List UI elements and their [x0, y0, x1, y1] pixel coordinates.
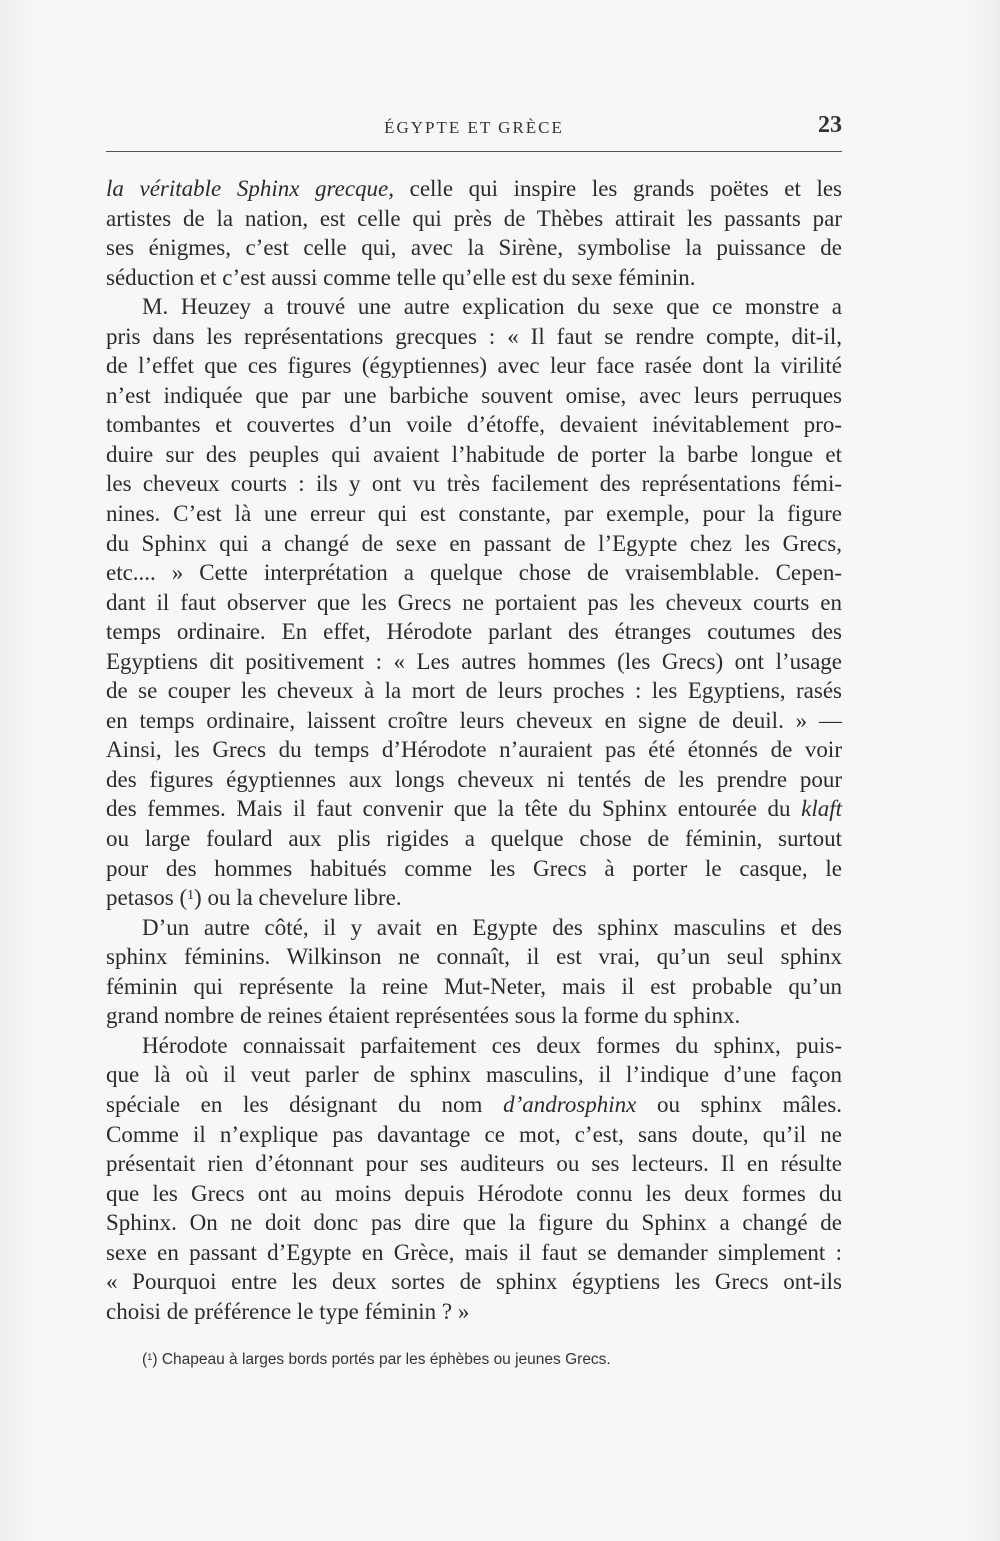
page-number: 23 — [818, 112, 842, 138]
text-run: dant il faut observer que les Grecs ne portaient pas les cheveux courts en — [106, 589, 842, 615]
text-line — [106, 1120, 842, 1150]
text-run: tombantes et couvertes d’un voile d’étoffe, devaient inévitablement pro- — [106, 412, 842, 438]
text-line — [106, 972, 842, 1002]
text-run: Ainsi, les Grecs du temps d’Hérodote n’auraient pas été étonnés de voir — [106, 737, 842, 763]
text-line — [106, 558, 842, 588]
text-line — [106, 942, 842, 972]
text-run: choisi de préférence le type féminin ? » — [106, 1298, 470, 1324]
text-line — [106, 854, 842, 884]
text-line — [106, 233, 842, 263]
text-run: séduction et c’est aussi comme telle qu’elle est du sexe féminin. — [106, 264, 696, 290]
text-line — [106, 1179, 842, 1209]
text-line — [106, 499, 842, 529]
text-run: du Sphinx qui a changé de sexe en passant de l’Egypte chez les Grecs, — [106, 530, 842, 556]
text-line — [106, 676, 842, 706]
text-line — [106, 174, 842, 204]
text-line — [106, 440, 842, 470]
text-run: M. Heuzey a trouvé une autre explication du sexe que ce monstre a — [142, 294, 842, 320]
text-line — [106, 263, 842, 293]
text-run: que là où il veut parler de sphinx masculins, il l’indique d’une façon — [106, 1062, 842, 1088]
text-line — [106, 292, 842, 322]
footnote-ref: 1 — [187, 886, 195, 902]
text-line — [106, 588, 842, 618]
text-run: ou sphinx mâles. — [636, 1091, 842, 1117]
text-run: nines. C’est là une erreur qui est constante, par exemple, pour la figure — [106, 501, 842, 527]
running-title: ÉGYPTE ET GRÈCE — [384, 118, 564, 137]
text-run: en temps ordinaire, laissent croître leurs cheveux en signe de deuil. » — — [106, 707, 842, 733]
text-run: de se couper les cheveux à la mort de leurs proches : les Egyptiens, rasés — [106, 678, 842, 704]
text-line — [106, 1001, 842, 1031]
text-line — [106, 1238, 842, 1268]
text-line — [106, 1267, 842, 1297]
text-line — [106, 617, 842, 647]
text-line — [106, 1149, 842, 1179]
text-run: les cheveux courts : ils y ont vu très facilement des représentations fémi- — [106, 471, 842, 497]
text-line — [106, 647, 842, 677]
text-run: n’est indiquée que par une barbiche souvent omise, avec leurs perruques — [106, 382, 842, 408]
text-run: des femmes. Mais il faut convenir que la tête du Sphinx entourée du — [106, 796, 802, 822]
italic-text: klaft — [801, 796, 842, 822]
paragraph — [106, 174, 842, 292]
text-run: féminin qui représente la reine Mut-Neter, mais il est probable qu’un — [106, 973, 842, 999]
text-run: D’un autre côté, il y avait en Egypte des sphinx masculins et des — [142, 914, 842, 940]
text-run: ses énigmes, c’est celle qui, avec la Sirène, symbolise la puissance de — [106, 235, 842, 261]
text-run: sexe en passant d’Egypte en Grèce, mais il faut se demander simplement : — [106, 1239, 842, 1265]
text-run: etc.... » Cette interprétation a quelque chose de vraisemblable. Cepen- — [106, 560, 842, 586]
text-line — [106, 381, 842, 411]
text-run: pris dans les représentations grecques : « Il faut se rendre compte, dit-il, — [106, 323, 842, 349]
text-run: spéciale en les désignant du nom — [106, 1091, 504, 1117]
text-line — [106, 204, 842, 234]
text-line — [106, 765, 842, 795]
text-run: des figures égyptiennes aux longs cheveux ni tentés de les prendre pour — [106, 766, 842, 792]
text-line — [106, 529, 842, 559]
text-line — [106, 735, 842, 765]
text-line — [106, 1208, 842, 1238]
text-line — [106, 469, 842, 499]
paragraph — [106, 1031, 842, 1326]
footnote-text: Chapeau à larges bords portés par les éphèbes ou jeunes Grecs. — [157, 1351, 611, 1368]
running-head — [106, 112, 842, 152]
text-line — [106, 1031, 842, 1061]
text-line — [106, 913, 842, 943]
footnote: ($^1$) Chapeau à larges bords portés par les éphèbes ou jeunes Grecs. — [142, 1351, 611, 1368]
text-run: Comme il n’explique pas davantage ce mot, c’est, sans doute, qu’il ne — [106, 1121, 842, 1147]
text-line — [106, 824, 842, 854]
text-run: ou large foulard aux plis rigides a quelque chose de féminin, surtout — [106, 826, 842, 852]
text-line — [106, 1060, 842, 1090]
text-run: artistes de la nation, est celle qui près de Thèbes attirait les passants par — [106, 205, 842, 231]
text-run: « Pourquoi entre les deux sortes de sphinx égyptiens les Grecs ont-ils — [106, 1269, 842, 1295]
text-run: celle qui inspire les grands poëtes et les — [394, 176, 842, 201]
text-run: Egyptiens dit positivement : « Les autres hommes (les Grecs) ont l’usage — [106, 648, 842, 674]
text-run: grand nombre de reines étaient représentées sous la forme du sphinx. — [106, 1003, 741, 1029]
italic-text: d’androsphinx — [503, 1091, 637, 1117]
text-run: présentait rien d’étonnant pour ses auditeurs ou ses lecteurs. Il en résulte — [106, 1151, 842, 1177]
text-line — [106, 1090, 842, 1120]
header-rule — [106, 151, 842, 152]
text-run: duire sur des peuples qui avaient l’habitude de porter la barbe longue et — [106, 441, 842, 467]
text-run: temps ordinaire. En effet, Hérodote parlant des étranges coutumes des — [106, 619, 842, 645]
text-line — [106, 351, 842, 381]
text-run: pour des hommes habitués comme les Grecs à porter le casque, le — [106, 855, 842, 881]
italic-text: la véritable Sphinx grecque, — [106, 176, 395, 201]
text-line — [106, 410, 842, 440]
text-line — [106, 322, 842, 352]
text-line — [106, 706, 842, 736]
text-run: que les Grecs ont au moins depuis Hérodote connu les deux formes du — [106, 1180, 842, 1206]
paragraph — [106, 292, 842, 912]
text-run: ) ou la chevelure libre. — [194, 885, 402, 911]
text-line — [106, 883, 842, 913]
body-text — [106, 174, 842, 1326]
text-line — [106, 1297, 842, 1327]
text-line — [106, 794, 842, 824]
text-run: Hérodote connaissait parfaitement ces deux formes du sphinx, puis- — [142, 1032, 842, 1058]
footnote-marker: 1 — [147, 1351, 153, 1362]
paragraph — [106, 913, 842, 1031]
text-run: sphinx féminins. Wilkinson ne connaît, il est vrai, qu’un seul sphinx — [106, 944, 842, 970]
text-run: de l’effet que ces figures (égyptiennes) avec leur face rasée dont la virilité — [106, 353, 842, 379]
text-run: petasos ( — [106, 885, 188, 911]
text-run: Sphinx. On ne doit donc pas dire que la figure du Sphinx a changé de — [106, 1210, 842, 1236]
